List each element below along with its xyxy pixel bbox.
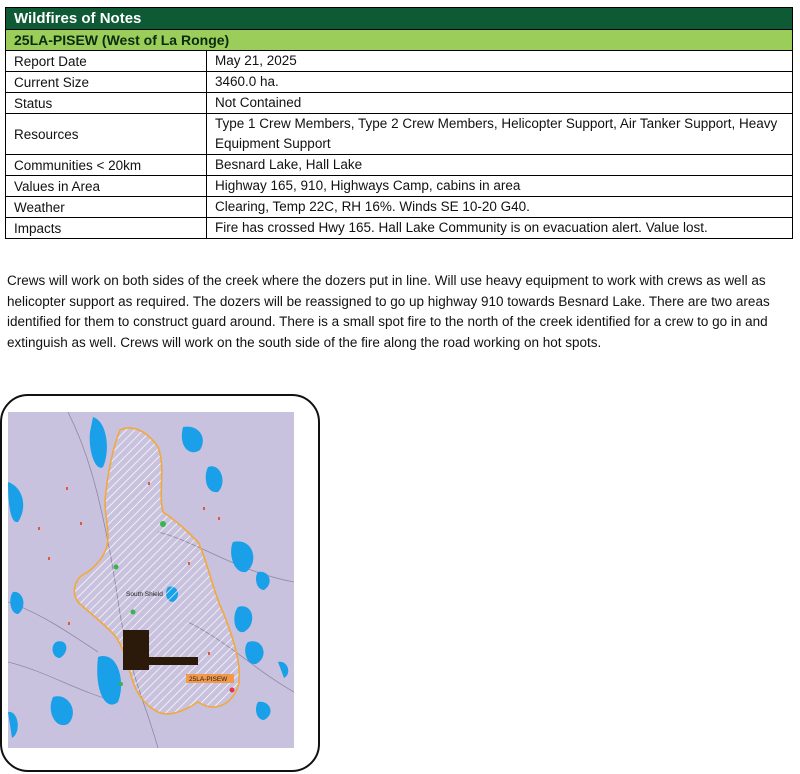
row-communities [6,155,792,176]
fire-map [8,412,294,748]
row-value: 3460.0 ha. [207,72,793,93]
fire-details-grid [6,51,792,238]
row-label: Communities < 20km [6,155,207,176]
place-label: South Shield [126,591,163,598]
row-status [6,93,792,114]
row-label: Report Date [6,51,207,72]
row-values-in-area [6,176,792,197]
row-value: Fire has crossed Hwy 165. Hall Lake Community is on evacuation alert. Value lost. [207,218,793,239]
row-value: Highway 165, 910, Highways Camp, cabins in area [207,176,793,197]
fire-name-header: 25LA-PISEW (West of La Ronge) [6,30,792,51]
row-value: May 21, 2025 [215,53,297,68]
section-title: Wildfires of Notes [6,8,792,30]
row-value: Besnard Lake, Hall Lake [207,155,793,176]
map-svg [8,412,294,748]
narrative-paragraph: Crews will work on both sides of the creek where the dozers put in line. Will use heavy equipment to work with crews as well as helicopter support as required. The dozers will be reassigned to go up highway 910 towards Besnard Lake. There are two areas identified for them to construct guard around. There is a small spot fire to the north of the creek identified for a crew to go in and extinguish as well. Crews will work on the south side of the fire along the road working on hot spots. [7,273,770,350]
fire-label: 25LA-PISEW [189,676,228,683]
map-frame [0,394,320,772]
row-label: Values in Area [6,176,207,197]
row-label: Status [6,93,207,114]
row-value: Clearing, Temp 22C, RH 16%. Winds SE 10-20 G40. [207,197,793,218]
row-report-date [6,51,792,72]
row-label: Weather [6,197,207,218]
wildfire-notes-table [5,7,793,239]
row-value: Not Contained [207,93,793,114]
row-label: Current Size [6,72,207,93]
fire-info-tag-bar [126,657,198,665]
row-label: Resources [6,114,207,155]
row-current-size [6,72,792,93]
row-label: Impacts [6,218,207,239]
fire-origin-marker [230,688,235,693]
row-impacts [6,218,792,239]
row-weather [6,197,792,218]
row-resources [6,114,792,155]
row-value: Type 1 Crew Members, Type 2 Crew Members, Helicopter Support, Air Tanker Support, Heavy Equipment Support [207,114,793,155]
